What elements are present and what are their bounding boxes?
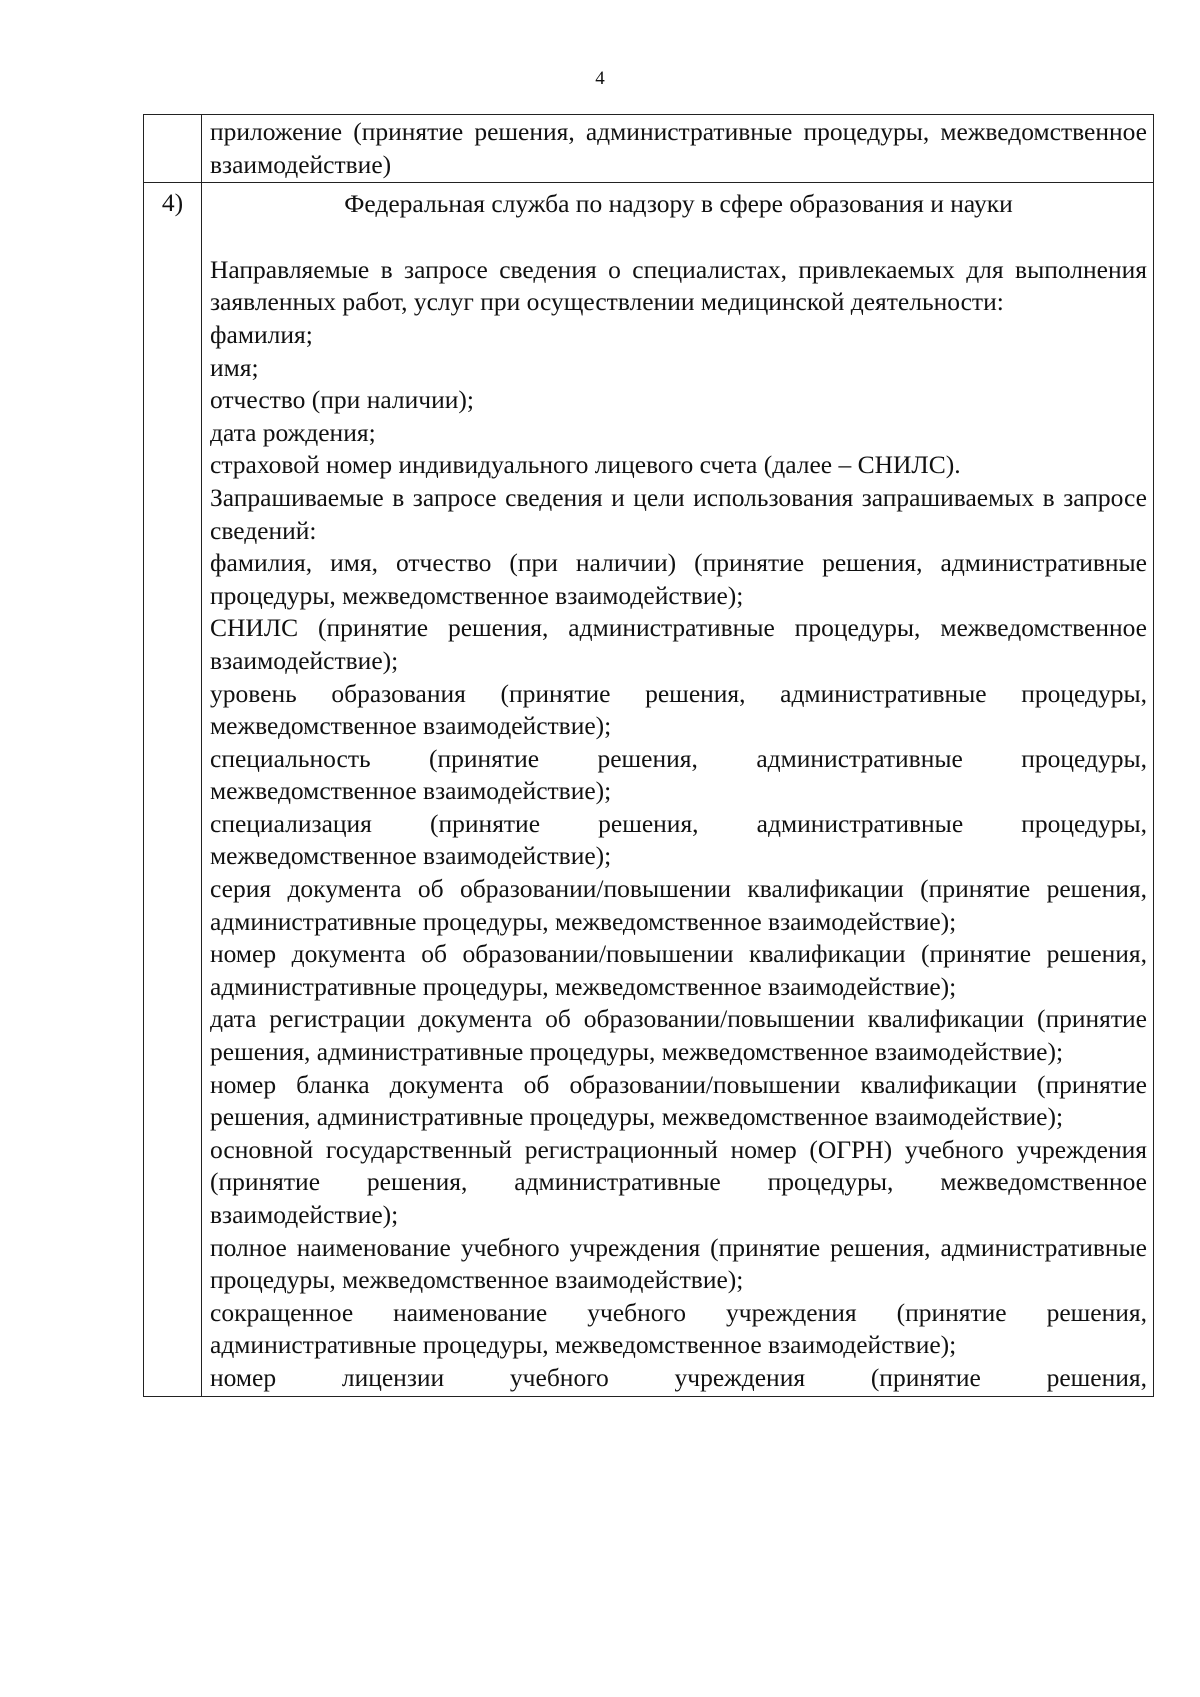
requested-field: специальность (принятие решения, административные процедуры, межведомственное взаимодействие);	[210, 743, 1147, 806]
requested-field: СНИЛС (принятие решения, административные процедуры, межведомственное взаимодействие);	[210, 613, 1147, 675]
requested-field: номер лицензии учебного учреждения (принятие решения,	[210, 1362, 1147, 1392]
row-content-cell	[202, 115, 1154, 183]
requested-field: специализация (принятие решения, административные процедуры, межведомственное взаимодействие);	[210, 808, 1147, 871]
row-number	[144, 115, 201, 119]
sent-field: имя;	[210, 352, 259, 382]
requested-field: основной государственный регистрационный номер (ОГРН) учебного учреждения (принятие решения, административные процедуры, межведомственное взаимодействие);	[210, 1134, 1147, 1229]
table-row	[144, 183, 1154, 1396]
continuation-text: приложение (принятие решения, административные процедуры, межведомственное взаимодействие)	[210, 117, 1147, 179]
sent-field: дата рождения;	[210, 417, 376, 447]
table-row	[144, 115, 1154, 183]
row-number-cell	[144, 183, 202, 1396]
requested-field: номер бланка документа об образовании/повышении квалификации (принятие решения, административные процедуры, межведомственное взаимодействие);	[210, 1069, 1147, 1132]
requested-field: уровень образования (принятие решения, административные процедуры, межведомственное взаимодействие);	[210, 678, 1147, 741]
document-table	[143, 114, 1154, 1397]
sent-field: страховой номер индивидуального лицевого счета (далее – СНИЛС).	[210, 450, 961, 480]
sent-intro: Направляемые в запросе сведения о специалистах, привлекаемых для выполнения заявленных работ, услуг при осуществлении медицинской деятельности:	[210, 254, 1147, 317]
requested-field: дата регистрации документа об образовании/повышении квалификации (принятие решения, административные процедуры, межведомственное взаимодействие);	[210, 1004, 1147, 1067]
spacer	[210, 221, 1147, 254]
row-content-cell	[202, 183, 1154, 1396]
requested-field: полное наименование учебного учреждения (принятие решения, административные процедуры, межведомственное взаимодействие);	[210, 1232, 1147, 1295]
requested-field: серия документа об образовании/повышении квалификации (принятие решения, административные процедуры, межведомственное взаимодействие);	[210, 874, 1147, 936]
row-number-cell	[144, 115, 202, 183]
requested-field: номер документа об образовании/повышении квалификации (принятие решения, административные процедуры, межведомственное взаимодействие);	[210, 939, 1147, 1001]
requested-intro: Запрашиваемые в запросе сведения и цели использования запрашиваемых в запросе сведений:	[210, 482, 1147, 545]
sent-field: фамилия;	[210, 319, 313, 349]
requested-field: фамилия, имя, отчество (при наличии) (принятие решения, административные процедуры, межведомственное взаимодействие);	[210, 548, 1147, 610]
row-number: 4)	[161, 188, 184, 218]
sent-field: отчество (при наличии);	[210, 385, 474, 415]
agency-title: Федеральная служба по надзору в сфере образования и науки	[344, 189, 1013, 219]
requested-field: сокращенное наименование учебного учреждения (принятие решения, административные процедуры, межведомственное взаимодействие);	[210, 1297, 1147, 1360]
page-number: 4	[595, 68, 605, 89]
